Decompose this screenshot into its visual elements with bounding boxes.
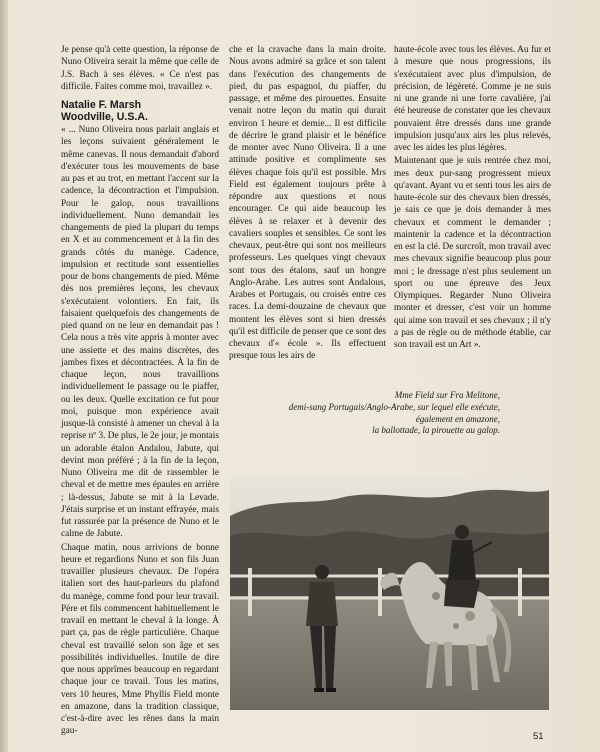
article-column-2 (229, 44, 386, 364)
caption-line: également en amazone, (415, 413, 500, 424)
article-column-3 (394, 44, 551, 352)
article-intro-paragraph: Je pense qu'à cette question, la réponse de Nuno Oliveira serait la même que celle de J.S. Bach à ses élèves. « Ce n'est pas difficile. Faites comme moi, travaillez ». (61, 45, 219, 92)
article-paragraph: haute-école avec tous les élèves. Au fur et à mesure que nous progressions, ils s'exécutaient avec plus d'impulsion, de précision, de légèreté. Comme je ne suis ni une grande ni une forte cavalière, j'ai été heureuse de constater que les chevaux pouvaient être dressés dans une grande impulsion jusqu'aux airs les plus relevés, avec les aides les plus légères. (394, 45, 551, 153)
trees (230, 531, 549, 601)
article-column-1 (61, 44, 219, 739)
author-heading (61, 99, 219, 123)
article-paragraph: « ... Nuno Oliveira nous parlait anglais et les leçons suivaient généralement le même canevas. Il nous demandait d'abord d'exécuter tous les mouvements de base au pas et au trot, en mettant l'accent sur la cadence, la décontraction et l'impulsion. Pour le galop, nous travaillions individuellement. Nuno demandait les changements de pied la plupart du temps en X et au commencement et à la fin des grands côtés du manège. Cadence, impulsion et rectitude sont essentielles pour de bons changements de pied. Même dès nos premières leçons, les chevaux s'exécutaient volontiers. En fait, ils faisaient quelquefois des changements de pied quand on ne leur en demandait pas ! Cela nous a très vite appris à monter avec une assiette et des mains discrètes, des jambes fixes et décontractées. À la fin de chaque leçon, nous travaillions individuellement le passage ou le piaffer, ou les deux. Quelle excitation ce fut pour moi, puisque mon expérience avait jusque-là consisté à amener un cheval à la reprise nº 3. De plus, le 2e jour, je montais un adorable étalon Andalou, Jabute, qui devint mon préféré ; à la fin de la leçon, Nuno Oliveira me dit de rassembler le cheval et de mettre mes épaules en arrière ; là-dessus, Jabute se mit à la Levade. J'étais surprise et un instant effrayée, mais fut rassurée par la présence de Nuno et le calme de Jabute. (61, 125, 219, 540)
article-paragraph: Maintenant que je suis rentrée chez moi, mes deux pur-sang progressent mieux qu'avant. Ayant vu et senti tous les airs de haute-école sur des chevaux bien dressés, je sais ce que je dois demander à mes chevaux et comment le demander ; maintenir la cadence et la décontraction en est la clé. De surcroît, mon travail avec mes chevaux signifie beaucoup plus pour moi ; le dressage n'est plus seulement un sport ou une épreuve des Jeux Olympiques. Regarder Nuno Oliveira monter et dresser, c'est voir un homme qui aime son travail et ses chevaux ; il n'y a pas de règle ou de méthode établie, car son travail est un Art ». (394, 156, 551, 350)
caption-line: la ballottade, la pirouette au galop. (372, 425, 500, 436)
photo-caption (230, 390, 500, 437)
page-spine-shadow (0, 0, 8, 752)
photo-illustration (230, 476, 549, 710)
page-number: 51 (533, 731, 544, 742)
article-paragraph: che et la cravache dans la main droite. Nous avons admiré sa grâce et son talent dans l'exécution des changements de pied, du pas espagnol, du piaffer, du passage, et même des pirouettes. Ensuite venait notre leçon du matin qui durait environ 1 heure et demie... Il est difficile de décrire le grand plaisir et le bénéfice de monter avec Nuno Oliveira. Il a une attitude positive et complimente ses élèves chaque fois qu'il est possible. Mrs Field est également toujours prête à répondre aux questions et nous encourager. Ce qui aide beaucoup les élèves à se relaxer et à devenir des cavaliers souples et sensibles. Ce sont les chevaux, peut-être qui sont nos meilleurs professeurs. Les quelques vingt chevaux sont tous des étalons, sauf un hongre Anglo-Arabe. Les autres sont Andalous, Arabes et Portugais, ou croisés entre ces races. La demi-douzaine de chevaux que montent les élèves sont si bien dressés qu'il est difficile de penser que ce sont des chevaux d'« école ». Ils effectuent presque tous les airs de (229, 45, 386, 362)
author-name: Natalie F. Marsh (61, 99, 142, 111)
author-location: Woodville, U.S.A. (61, 111, 148, 123)
caption-line: Mme Field sur Fra Melitone, (394, 390, 500, 400)
article-paragraph: Chaque matin, nous arrivions de bonne heure et regardions Nuno et son fils Juan travailler plusieurs chevaux. De l'opéra italien sort des haut-parleurs du plafond du manège, comme fond pour leur travail. Père et fils commencent habituellement le travail en mettant le cheval à la longe. À part ça, pas de règle particulière. Chaque cheval est travaillé selon son âge et ses possibilités individuelles. Inutile de dire que nous apprîmes beaucoup en regardant chaque jour ce travail. Tous les matins, vers 10 heures, Mme Phyllis Field monte en amazone, dans la tradition classique, c'est-à-dire avec les rênes dans la main gau- (61, 542, 219, 737)
horse-riding-photo (230, 476, 549, 710)
caption-line: demi-sang Portugais/Anglo-Arabe, sur lequel elle exécute, (288, 401, 500, 412)
